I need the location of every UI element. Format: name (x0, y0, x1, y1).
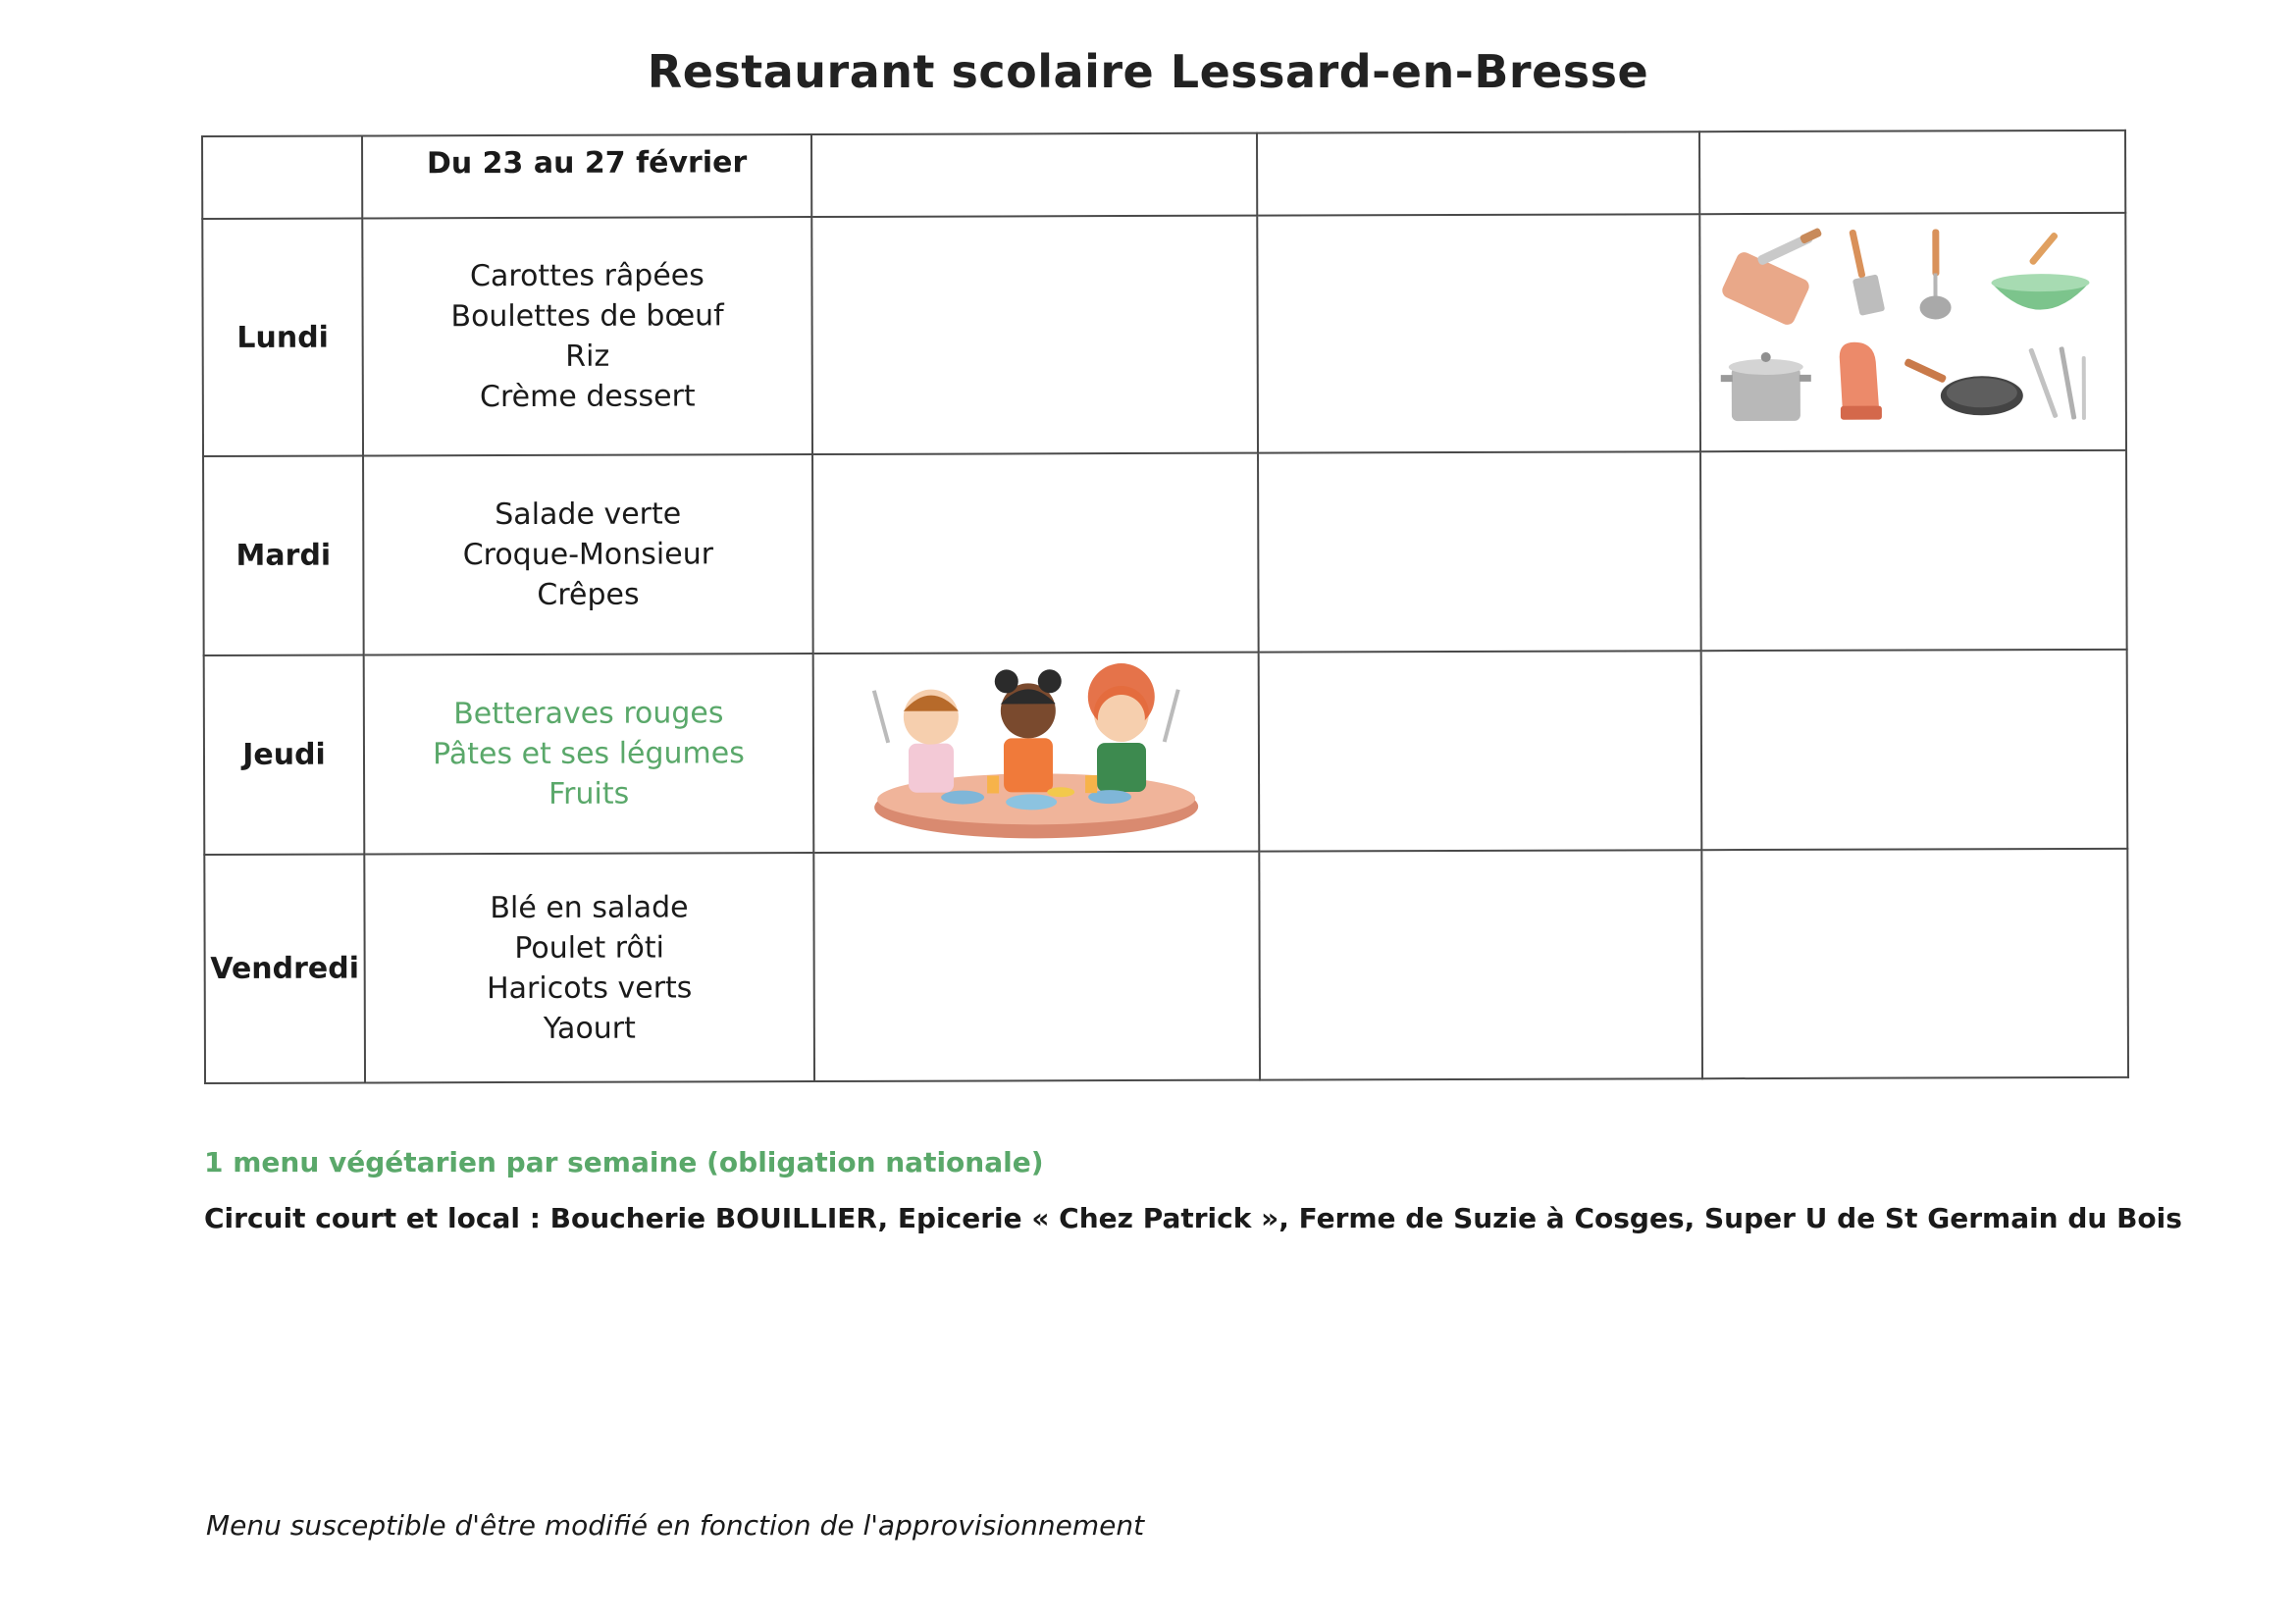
kitchen-utensils-illustration (1699, 213, 2126, 451)
dish-list (362, 217, 812, 455)
empty-cell (1701, 650, 2128, 850)
header-row (202, 131, 2125, 219)
dish: Betteraves rouges (453, 696, 724, 732)
dish: Pâtes et ses légumes (433, 736, 745, 772)
mixing-bowl-icon (1991, 232, 2089, 310)
footer-disclaimer: Menu susceptible d'être modifié en fonction de l'approvisionnement (206, 1509, 1145, 1542)
day-label: Mardi (203, 455, 364, 655)
empty-cell (1257, 214, 1700, 452)
oven-mitt-icon (1840, 342, 1882, 420)
empty-cell (812, 453, 1259, 654)
corner-cell (202, 135, 362, 219)
empty-cell (1700, 450, 2127, 651)
day-row-mardi (203, 450, 2127, 655)
day-row-lundi (202, 213, 2126, 456)
dish: Crêpes (537, 577, 640, 612)
dish: Croque-Monsieur (462, 537, 714, 573)
week-dates: Du 23 au 27 février (362, 134, 811, 218)
cooking-pot-icon (1721, 352, 1811, 421)
cutting-board-icon (1719, 228, 1822, 328)
local-suppliers-note: Circuit court et local : Boucherie BOUILLIER, Epicerie « Chez Patrick », Ferme de Suzie à Cosges, Super U de St Germain du Bois (204, 1202, 2182, 1234)
dish: Riz (565, 339, 610, 374)
day-row-jeudi (204, 650, 2128, 855)
empty-cell (1259, 651, 1702, 851)
day-label: Vendredi (204, 854, 365, 1083)
dish: Yaourt (543, 1011, 636, 1046)
cutlery-icon (2028, 346, 2086, 420)
empty-cell (1701, 849, 2128, 1078)
dish: Boulettes de bœuf (450, 298, 724, 335)
vegetarian-note: 1 menu végétarien par semaine (obligation nationale) (204, 1146, 1044, 1178)
dish: Haricots verts (487, 969, 693, 1006)
dish: Salade verte (495, 497, 682, 533)
child-left-icon (872, 689, 959, 792)
ladle-icon (1919, 229, 1951, 319)
day-label: Jeudi (204, 654, 365, 855)
dish: Carottes râpées (469, 258, 704, 294)
empty-cell (1258, 451, 1701, 652)
child-middle-icon (995, 669, 1062, 792)
child-right-icon (1088, 662, 1180, 791)
children-eating-illustration (813, 653, 1260, 853)
dish-list-vegetarian (364, 654, 814, 854)
dish-list (364, 853, 814, 1082)
dish: Blé en salade (490, 889, 689, 925)
dish-list (363, 454, 813, 654)
empty-cell (811, 216, 1258, 454)
frying-pan-icon (1904, 357, 2023, 415)
dish: Poulet rôti (514, 930, 664, 966)
dish: Fruits (548, 776, 630, 812)
dish: Crème dessert (479, 379, 696, 415)
spatula-icon (1849, 229, 1885, 316)
empty-cell (811, 133, 1257, 217)
empty-cell (1257, 131, 1699, 215)
page-title: Restaurant scolaire Lessard-en-Bresse (647, 45, 1649, 98)
empty-cell (1259, 850, 1702, 1079)
empty-cell (813, 852, 1260, 1081)
day-label: Lundi (202, 218, 363, 456)
day-row-vendredi (204, 849, 2128, 1083)
menu-table (201, 130, 2129, 1084)
empty-cell (1699, 131, 2125, 214)
